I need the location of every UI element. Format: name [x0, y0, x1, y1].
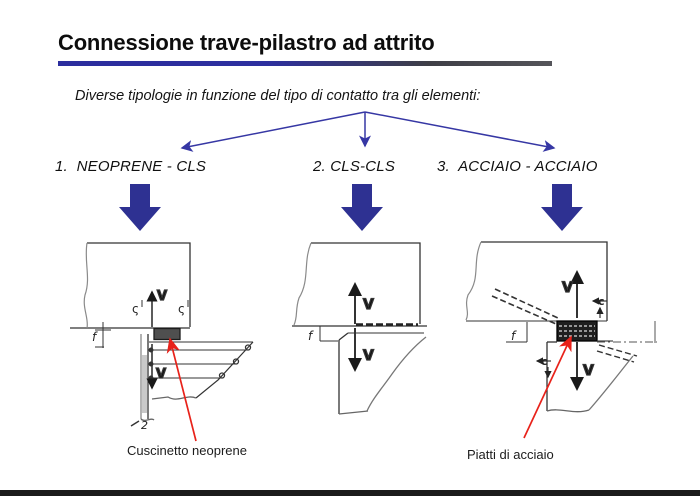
anchor-plate-dash-1	[599, 345, 637, 356]
caption-piatti-di-acciaio: Piatti di acciaio	[467, 447, 554, 462]
f-gap-label: f	[511, 329, 516, 343]
beam-left-wavy-edge	[294, 243, 311, 325]
shear-up-label: V	[157, 289, 168, 304]
corbel-bottom-wavy	[152, 397, 196, 399]
block-arrow-1	[119, 184, 161, 231]
shear-down-label: V	[363, 348, 374, 364]
column-chamfer	[339, 333, 348, 340]
diagram-cls-cls-sketch	[292, 243, 427, 414]
clamp-bottom-label: c	[541, 355, 548, 368]
red-pointer-neoprene	[170, 339, 196, 441]
shear-up-label: V	[363, 297, 374, 313]
neoprene-pad	[154, 329, 180, 340]
branch-arrows	[182, 112, 554, 148]
f-gap-label: f	[92, 330, 97, 344]
shear-up-label: V	[562, 280, 573, 296]
note2-label: 2	[141, 419, 148, 432]
caption-cuscinetto-neoprene: Cuscinetto neoprene	[127, 443, 247, 458]
note2-squiggle	[131, 421, 139, 426]
subtitle: Diverse tipologie in funzione del tipo di contatto tra gli elementi:	[75, 88, 481, 104]
diagram-neoprene-cls-sketch	[70, 243, 253, 432]
beam-outline	[481, 242, 607, 321]
beam-left-wavy-edge	[84, 243, 87, 328]
block-arrow-3	[541, 184, 583, 231]
shear-down-label: V	[583, 363, 594, 379]
type-label-neoprene-cls: 1. NEOPRENE - CLS	[55, 158, 207, 175]
beam-left-wavy-edge	[466, 242, 481, 320]
column-strip-fill	[142, 355, 147, 413]
diagram-acciaio-acciaio-sketch	[466, 242, 657, 412]
f-gap-label: f	[308, 329, 313, 343]
anchor-plate-dash-2	[597, 351, 634, 362]
column-bottom-line	[339, 411, 368, 414]
branch-arrow-right	[365, 112, 554, 148]
footer-bar	[0, 490, 700, 496]
sigma-left-label: ς	[132, 302, 140, 316]
sigma-right-label: ς	[178, 302, 186, 316]
shear-down-label: V	[156, 367, 167, 382]
type-label-cls-cls: 2. CLS-CLS	[313, 158, 396, 175]
page-title: Connessione trave-pilastro ad attrito	[58, 30, 435, 55]
column-right-wavy-edge	[589, 356, 633, 410]
embedded-plate-dash-2	[492, 296, 556, 324]
clamp-top-label: c	[598, 295, 605, 308]
column-bottom-wavy	[547, 410, 589, 412]
embedded-plate-dash-1	[495, 289, 558, 318]
column-right-wavy-edge	[367, 337, 426, 411]
type-label-acciaio-acciaio: 3. ACCIAIO - ACCIAIO	[437, 158, 598, 175]
block-arrow-2	[341, 184, 383, 231]
block-arrows	[119, 184, 583, 231]
branch-arrow-left	[182, 112, 365, 148]
